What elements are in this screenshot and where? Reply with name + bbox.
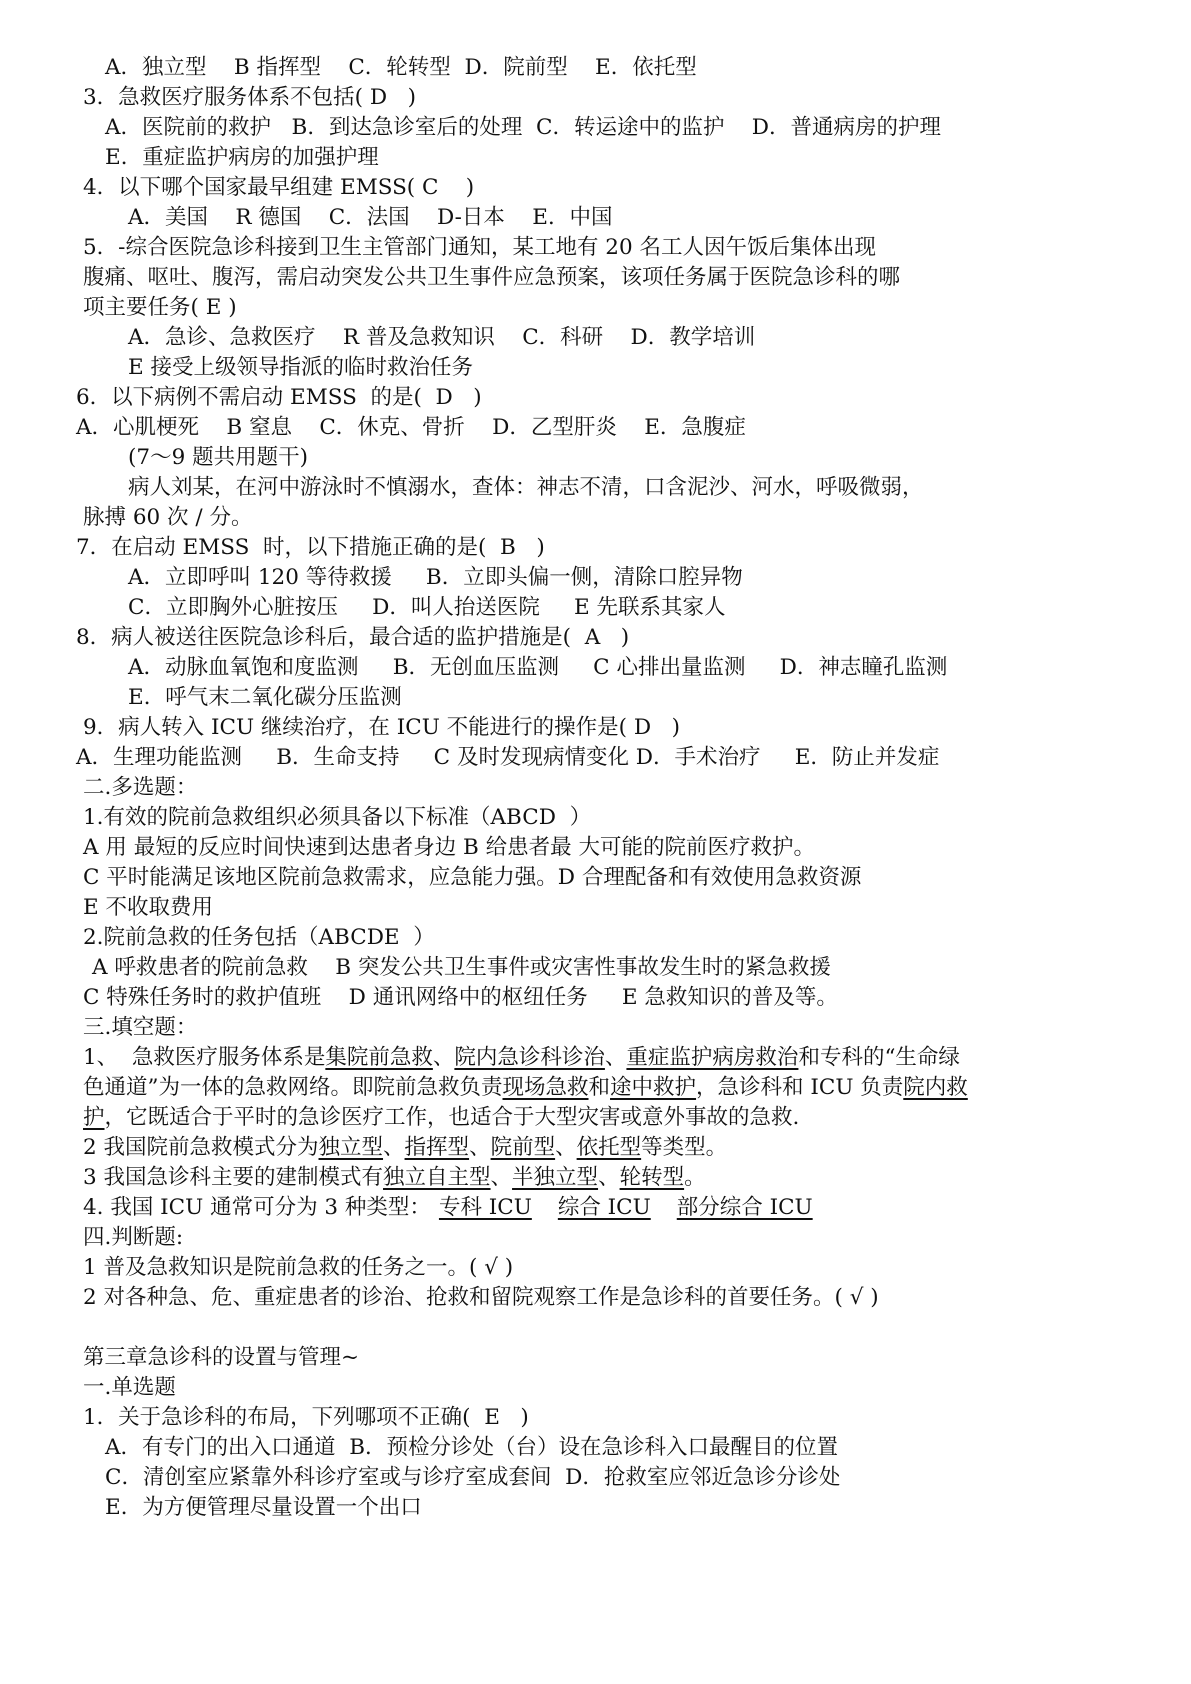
fb3-answer-2: 半独立型 — [512, 1165, 599, 1190]
fb4-answer-1: 专科 ICU — [438, 1195, 532, 1220]
case-description-line2: 脉搏 60 次 / 分。 — [83, 505, 253, 530]
fb1-text-a: 1、 急救医疗服务体系是 — [83, 1045, 326, 1070]
fb3-sep-2: 、 — [598, 1165, 620, 1190]
fb1-answer-4: 现场急救 — [502, 1075, 589, 1100]
fb2-sep-1: 、 — [383, 1135, 405, 1160]
fb4-line — [83, 1193, 813, 1223]
ch3-q1-options-line1: A．有专门的出入口通道 B．预检分诊处（台）设在急诊科入口最醒目的位置 — [105, 1435, 838, 1460]
q9-stem: 9．病人转入 ICU 继续治疗，在 ICU 不能进行的操作是( D ) — [83, 715, 680, 740]
fb1-text-e: ，它既适合于平时的急诊医疗工作，也适合于大型灾害或意外事故的急救. — [104, 1105, 800, 1130]
fb2-line — [83, 1133, 727, 1163]
q7-stem: 7．在启动 EMSS 时，以下措施正确的是( B ) — [76, 535, 545, 560]
fb1-answer-6b: 护 — [83, 1105, 105, 1130]
shared-stem-note: (7～9 题共用题干) — [128, 445, 308, 470]
q3-options-line2: E．重症监护病房的加强护理 — [105, 145, 379, 170]
fb1-sep-2: 、 — [604, 1045, 627, 1070]
fb2-text-b: 等类型。 — [641, 1135, 728, 1160]
q5-stem-line3: 项主要任务( E ) — [83, 295, 237, 320]
fb1-line2 — [83, 1073, 968, 1103]
q5-stem-line1: 5．-综合医院急诊科接到卫生主管部门通知，某工地有 20 名工人因午饭后集体出现 — [83, 235, 876, 260]
fb1-answer-2: 院内急诊科诊治 — [454, 1045, 605, 1070]
q3-options-line1: A．医院前的救护 B．到达急诊室后的处理 C．转运途中的监护 D．普通病房的护理 — [105, 115, 942, 140]
fb1-sep-1: 、 — [432, 1045, 455, 1070]
fb1-text-b: 和专科的“生命绿 — [798, 1045, 960, 1070]
mc1-options-line3: E 不收取费用 — [83, 895, 214, 920]
fb2-sep-2: 、 — [469, 1135, 491, 1160]
fb1-answer-3: 重症监护病房救治 — [626, 1045, 799, 1070]
fb4-text-a: 4. 我国 ICU 通常可分为 3 种类型： — [83, 1195, 431, 1220]
q6-stem: 6．以下病例不需启动 EMSS 的是( D ) — [76, 385, 482, 410]
q2-options: A．独立型 B 指挥型 C．轮转型 D．院前型 E．依托型 — [105, 55, 697, 80]
q3-stem: 3．急救医疗服务体系不包括( D ) — [83, 85, 417, 110]
mc2-options-line1: A 呼救患者的院前急救 B 突发公共卫生事件或灾害性事故发生时的紧急救援 — [92, 955, 831, 980]
mc2-options-line2: C 特殊任务时的救护值班 D 通讯网络中的枢纽任务 E 急救知识的普及等。 — [83, 985, 838, 1010]
fb1-answer-1: 集院前急救 — [325, 1045, 433, 1070]
fb3-answer-1: 独立自主型 — [383, 1165, 491, 1190]
tf1: 1 普及急救知识是院前急救的任务之一。( √ ) — [83, 1255, 514, 1280]
fb1-answer-5: 途中救护 — [610, 1075, 697, 1100]
q4-options: A．美国 R 德国 C．法国 D-日本 E．中国 — [128, 205, 613, 230]
section-true-false: 四.判断题: — [83, 1225, 184, 1250]
fb4-answer-2: 综合 ICU — [557, 1195, 651, 1220]
q5-stem-line2: 腹痛、呕吐、腹泻，需启动突发公共卫生事件应急预案，该项任务属于医院急诊科的哪 — [83, 265, 901, 290]
q9-options: A．生理功能监测 B．生命支持 C 及时发现病情变化 D．手术治疗 E．防止并发症 — [76, 745, 940, 770]
fb3-sep-1: 、 — [490, 1165, 513, 1190]
section-fill-blank: 三.填空题： — [83, 1015, 198, 1040]
fb2-answer-2: 指挥型 — [404, 1135, 470, 1160]
case-description-line1: 病人刘某，在河中游泳时不慎溺水，查体：神志不清，口含泥沙、河水，呼吸微弱， — [128, 475, 924, 500]
fb2-answer-1: 独立型 — [318, 1135, 384, 1160]
q8-options-line1: A．动脉血氧饱和度监测 B．无创血压监测 C 心排出量监测 D．神志瞳孔监测 — [128, 655, 948, 680]
fb1-line1 — [83, 1043, 960, 1073]
mc2-stem: 2.院前急救的任务包括（ABCDE ） — [83, 925, 435, 950]
chapter-3-title: 第三章急诊科的设置与管理~ — [83, 1345, 360, 1370]
fb2-answer-4: 依托型 — [576, 1135, 642, 1160]
tf2: 2 对各种急、危、重症患者的诊治、抢救和留院观察工作是急诊科的首要任务。( √ ) — [83, 1285, 879, 1310]
fb2-sep-3: 、 — [555, 1135, 577, 1160]
ch3-q1-stem: 1．关于急诊科的布局，下列哪项不正确( E ) — [83, 1405, 529, 1430]
q7-options-line2: C．立即胸外心脏按压 D．叫人抬送医院 E 先联系其家人 — [128, 595, 726, 620]
fb1-answer-6a: 院内救 — [903, 1075, 968, 1100]
q5-options-line1: A．急诊、急救医疗 R 普及急救知识 C．科研 D．教学培训 — [128, 325, 756, 350]
fb1-text-c: 色通道”为一体的急救网络。即院前急救负责 — [83, 1075, 503, 1100]
q5-options-line2: E 接受上级领导指派的临时救治任务 — [128, 355, 474, 380]
fb3-text-b: 。 — [684, 1165, 706, 1190]
fb1-line3 — [83, 1103, 799, 1133]
section-single-choice: 一.单选题 — [83, 1375, 176, 1400]
fb2-text-a: 2 我国院前急救模式分为 — [83, 1135, 319, 1160]
mc1-options-line1: A 用 最短的反应时间快速到达患者身边 B 给患者最 大可能的院前医疗救护。 — [83, 835, 816, 860]
fb1-sep-3: 和 — [588, 1075, 611, 1100]
ch3-q1-options-line2: C．清创室应紧靠外科诊疗室或与诊疗室成套间 D．抢救室应邻近急诊分诊处 — [105, 1465, 841, 1490]
q8-options-line2: E．呼气末二氧化碳分压监测 — [128, 685, 402, 710]
fb1-text-d: ，急诊科和 ICU 负责 — [696, 1075, 904, 1100]
q4-stem: 4．以下哪个国家最早组建 EMSS( C ) — [83, 175, 475, 200]
mc1-stem: 1.有效的院前急救组织必须具备以下标准（ABCD ） — [83, 805, 592, 830]
mc1-options-line2: C 平时能满足该地区院前急救需求，应急能力强。D 合理配备和有效使用急救资源 — [83, 865, 862, 890]
q8-stem: 8．病人被送往医院急诊科后，最合适的监护措施是( A ) — [76, 625, 630, 650]
q6-options: A．心肌梗死 B 窒息 C．休克、骨折 D．乙型肝炎 E．急腹症 — [76, 415, 746, 440]
section-multiple-choice: 二.多选题： — [83, 775, 198, 800]
fb3-text-a: 3 我国急诊科主要的建制模式有 — [83, 1165, 384, 1190]
fb2-answer-3: 院前型 — [490, 1135, 556, 1160]
fb4-answer-3: 部分综合 ICU — [676, 1195, 813, 1220]
fb3-line — [83, 1163, 706, 1193]
q7-options-line1: A．立即呼叫 120 等待救援 B．立即头偏一侧，清除口腔异物 — [128, 565, 743, 590]
fb3-answer-3: 轮转型 — [619, 1165, 685, 1190]
ch3-q1-options-line3: E．为方便管理尽量设置一个出口 — [105, 1495, 422, 1520]
